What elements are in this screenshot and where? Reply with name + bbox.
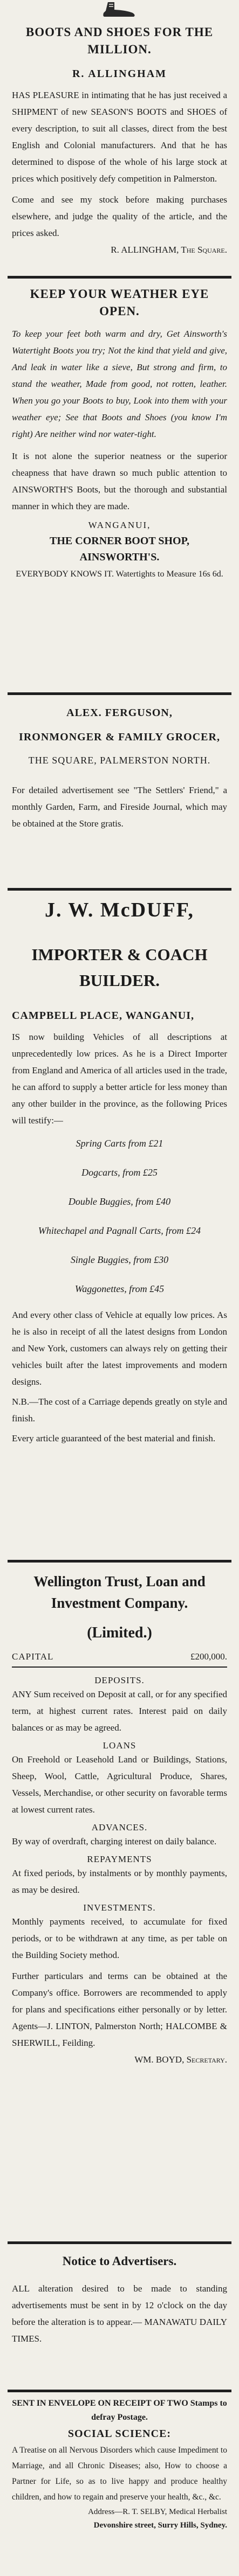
boots-headline: BOOTS AND SHOES FOR THE MILLION. — [25, 25, 214, 56]
advances-body: By way of overdraft, charging interest on daily balance. — [12, 1836, 217, 1846]
social-address: Address—R. T. SELBY, Medical Herbalist — [88, 2508, 227, 2516]
wellington-advertisement — [0, 1571, 239, 2233]
mcduff-body2: And every other class of Vehicle at equally low prices. As he is also in receipt of all the latest designs from London and New York, customers can always rely on getting their vehicles built after the latest improvements and modern designs. — [12, 1310, 227, 1387]
deposits-heading: DEPOSITS. — [94, 1675, 145, 1685]
ferguson-address: THE SQUARE, PALMERSTON NORTH. — [28, 755, 211, 766]
mcduff-address: CAMPBELL PLACE, WANGANUI, — [12, 1010, 194, 1022]
boot-icon — [98, 0, 141, 18]
boots-body: HAS PLEASURE in intimating that he has just received a SHIPMENT of new SEASON'S BOOTS and SHOES of every description, to suit all classes, direct from the best English and Colonial manufacturers. And that he has determined to dispose of the whole of his large stock at prices which positively defy competition in Palmerston. — [12, 90, 227, 184]
mcduff-body: IS now building Vehicles of all descriptions at unprecedentedly low prices. As he is a Direct Importer from England and America of all articles used in the trade, he can afford to supply a better article for less money than any other builder in the province, as the following Prices will testify:— — [12, 1032, 227, 1126]
capital-rule — [12, 1667, 227, 1668]
social-top: SENT IN ENVELOPE ON RECEIPT OF TWO Stamps to defray Postage. — [12, 2399, 227, 2422]
mcduff-price-6: Waggonettes, from £45 — [74, 1283, 165, 1294]
watertight-verse: To keep your feet both warm and dry, Get Ainsworth's Watertight Boots you try; Not the kind that yield and give, And leak in water like a sieve, But strong and firm, to stand the weather, Made from good, not rotten, leather. When you go your Boots to buy, Look into them with your weather eye; See that Boots and Shoes (you know I'm right) Are neither wind nor water-tight. — [12, 329, 227, 439]
divider-rule — [8, 2241, 231, 2244]
repayments-heading: REPAYMENTS — [87, 1854, 152, 1864]
divider-rule — [8, 2390, 231, 2392]
divider-rule — [8, 276, 231, 279]
loans-body: On Freehold or Leasehold Land or Buildings, Stations, Sheep, Wool, Cattle, Agricultural Produce, Shares, Vessels, Merchandise, or other security on favorable terms at lowest current rates. — [12, 1754, 227, 1815]
wellington-limited: (Limited.) — [87, 1624, 152, 1641]
ferguson-body: For detailed advertisement see "The Settlers' Friend," a monthly Garden, Farm, and Fireside Journal, which may be obtained at the Store gratis. — [12, 785, 227, 829]
notice-headline: Notice to Advertisers. — [62, 2254, 177, 2268]
investments-heading: INVESTMENTS. — [83, 1903, 156, 1913]
social-headline: SOCIAL SCIENCE: — [67, 2428, 172, 2440]
social-body: A Treatise on all Nervous Disorders which cause Impediment to Marriage, and all Chronic Diseases; also, How to choose a Partner for Life, so as to live happy and produce healthy children, and how to regain and preserve your health, &c., &c. — [12, 2446, 227, 2502]
notice-body: ALL alteration desired to be made to standing advertisements must be sent in by 12 o'clock on the day before the alteration is to appear.— MANAWATU DAILY TIMES. — [12, 2283, 227, 2344]
mcduff-name: J. W. McDUFF, — [45, 899, 194, 921]
wellington-signature: WM. BOYD, Secretary. — [134, 2054, 227, 2065]
wellington-info: Further particulars and terms can be obtained at the Company's office. Borrowers are recommended to apply for plans and specifications either personally or by letter. Agents—J. LINTON, Palmerston North; HALCOMBE & SHERWILL, Feilding. — [12, 1971, 227, 2048]
notice-advertisement — [0, 2252, 239, 2387]
divider-rule — [8, 888, 231, 891]
watertight-town: WANGANUI, — [88, 520, 151, 530]
mcduff-price-2: Dogcarts, from £25 — [81, 1167, 158, 1178]
loans-heading: LOANS — [103, 1740, 136, 1751]
mcduff-price-3: Double Buggies, from £40 — [68, 1196, 171, 1207]
watertight-shop: THE CORNER BOOT SHOP, AINSWORTH'S. — [50, 535, 189, 563]
watertight-advertisement — [0, 286, 239, 682]
boots-body2: Come and see my stock before making purchases elsewhere, and judge the quality of the article, and the prices asked. — [12, 195, 227, 238]
advances-heading: ADVANCES. — [91, 1822, 148, 1832]
capital-value: £200,000. — [190, 1651, 227, 1662]
mcduff-price-1: Spring Carts from £21 — [76, 1138, 163, 1149]
ferguson-name: ALEX. FERGUSON, — [66, 707, 173, 719]
mcduff-trade: IMPORTER & COACH BUILDER. — [31, 945, 208, 990]
watertight-tagline: EVERYBODY KNOWS IT. Watertights to Measure 16s 6d. — [16, 570, 223, 579]
investments-body: Monthly payments received, to accumulate for fixed periods, or to be withdrawn at any time, as per table on the Building Society method. — [12, 1917, 227, 1960]
divider-rule — [8, 1560, 231, 1563]
wellington-capital — [12, 1651, 227, 1662]
boots-advertisement — [0, 0, 239, 269]
mcduff-advertisement — [0, 894, 239, 1552]
watertight-body2: It is not alone the superior neatness or the superior cheapness that have drawn so much public attention to AINSWORTH'S Boots, but the thorough and substantial manner in which they are made. — [12, 451, 227, 511]
boots-signature: R. ALLINGHAM, The Square. — [111, 245, 227, 255]
deposits-body: ANY Sum received on Deposit at call, or for any specified term, at highest current rates. Interest paid on daily balances or as may be agreed. — [12, 1689, 227, 1733]
repayments-body: At fixed periods, by instalments or by monthly payments, as may be desired. — [12, 1868, 227, 1895]
ferguson-trade: IRONMONGER & FAMILY GROCER, — [19, 731, 220, 743]
boots-proprietor: R. ALLINGHAM — [72, 68, 167, 80]
mcduff-note2: Every article guaranteed of the best material and finish. — [12, 1433, 216, 1443]
capital-label: CAPITAL — [12, 1651, 54, 1662]
mcduff-price-5: Single Buggies, from £30 — [70, 1254, 169, 1265]
mcduff-note: N.B.—The cost of a Carriage depends greatly on style and finish. — [12, 1397, 227, 1424]
ferguson-advertisement — [0, 703, 239, 881]
watertight-headline: KEEP YOUR WEATHER EYE OPEN. — [30, 287, 209, 318]
divider-rule — [8, 692, 231, 695]
social-address2: Devonshire street, Surry Hills, Sydney. — [93, 2521, 227, 2530]
mcduff-price-4: Whitechapel and Pagnall Carts, from £24 — [38, 1225, 201, 1236]
wellington-name: Wellington Trust, Loan and Investment Company. — [33, 1573, 206, 1611]
social-science-advertisement — [0, 2397, 239, 2576]
